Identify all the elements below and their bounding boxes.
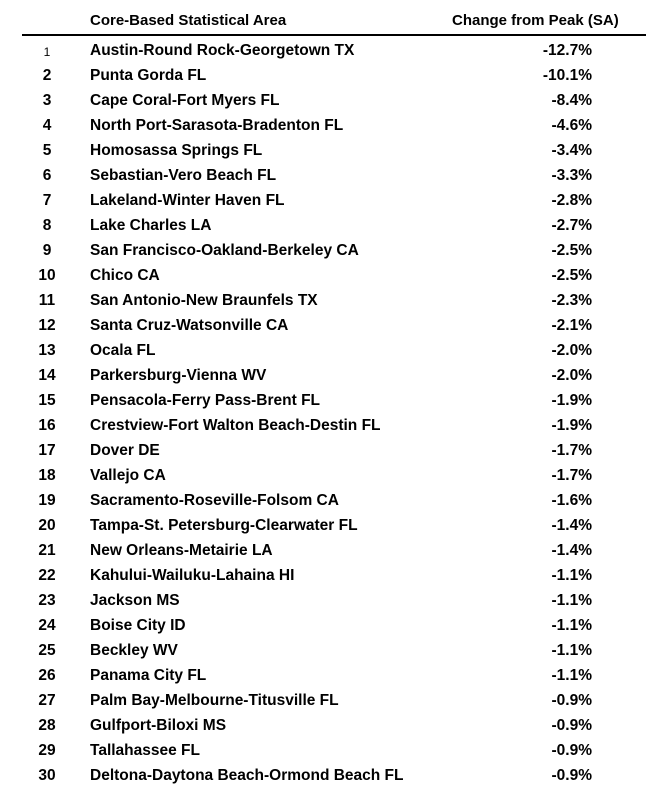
row-change: -1.4% <box>551 517 592 534</box>
table-row <box>22 513 646 538</box>
row-area: Cape Coral-Fort Myers FL <box>90 92 280 109</box>
table-row <box>22 538 646 563</box>
row-change: -2.8% <box>551 192 592 209</box>
row-area: Deltona-Daytona Beach-Ormond Beach FL <box>90 767 404 784</box>
row-change: -0.9% <box>551 767 592 784</box>
row-rank: 29 <box>38 742 56 759</box>
table-row <box>22 638 646 663</box>
row-rank: 19 <box>38 492 56 509</box>
row-area: Jackson MS <box>90 592 180 609</box>
row-area: Santa Cruz-Watsonville CA <box>90 317 289 334</box>
row-area: Homosassa Springs FL <box>90 142 263 159</box>
row-area: North Port-Sarasota-Bradenton FL <box>90 117 344 134</box>
row-area: Austin-Round Rock-Georgetown TX <box>90 42 355 59</box>
row-rank: 28 <box>38 717 56 734</box>
row-rank: 6 <box>42 167 52 184</box>
table-row <box>22 313 646 338</box>
table-header <box>22 8 646 36</box>
table-row <box>22 763 646 788</box>
row-change: -0.9% <box>551 692 592 709</box>
row-area: San Antonio-New Braunfels TX <box>90 292 318 309</box>
table-row <box>22 88 646 113</box>
row-change: -1.9% <box>551 417 592 434</box>
row-area: New Orleans-Metairie LA <box>90 542 273 559</box>
table-row <box>22 363 646 388</box>
row-area: Palm Bay-Melbourne-Titusville FL <box>90 692 339 709</box>
row-area: Boise City ID <box>90 617 186 634</box>
row-rank: 18 <box>38 467 56 484</box>
table-row <box>22 38 646 63</box>
table-row <box>22 738 646 763</box>
table-row <box>22 63 646 88</box>
row-area: San Francisco-Oakland-Berkeley CA <box>90 242 359 259</box>
row-change: -1.7% <box>551 442 592 459</box>
row-change: -12.7% <box>542 42 592 59</box>
row-change: -1.1% <box>551 617 592 634</box>
row-rank: 4 <box>42 117 52 134</box>
row-change: -1.1% <box>551 642 592 659</box>
row-rank: 15 <box>38 392 56 409</box>
header-area: Core-Based Statistical Area <box>90 12 287 29</box>
row-area: Gulfport-Biloxi MS <box>90 717 227 734</box>
row-rank: 11 <box>38 292 56 309</box>
table-row <box>22 338 646 363</box>
row-change: -8.4% <box>551 92 592 109</box>
table-row <box>22 413 646 438</box>
row-rank: 16 <box>38 417 56 434</box>
row-rank: 25 <box>38 642 56 659</box>
table-row <box>22 213 646 238</box>
row-rank: 9 <box>42 242 52 259</box>
row-rank: 5 <box>42 142 52 159</box>
table-row <box>22 463 646 488</box>
table-row <box>22 663 646 688</box>
table-row <box>22 163 646 188</box>
table-row <box>22 588 646 613</box>
row-rank: 7 <box>42 192 52 209</box>
table-row <box>22 288 646 313</box>
row-area: Beckley WV <box>90 642 178 659</box>
row-change: -0.9% <box>551 742 592 759</box>
table-row <box>22 388 646 413</box>
row-area: Pensacola-Ferry Pass-Brent FL <box>90 392 321 409</box>
row-area: Kahului-Wailuku-Lahaina HI <box>90 567 295 584</box>
row-rank: 20 <box>38 517 56 534</box>
row-rank: 13 <box>38 342 56 359</box>
row-change: -3.4% <box>551 142 592 159</box>
row-area: Lake Charles LA <box>90 217 212 234</box>
row-area: Lakeland-Winter Haven FL <box>90 192 285 209</box>
row-area: Vallejo CA <box>90 467 166 484</box>
row-area: Panama City FL <box>90 667 207 684</box>
row-area: Tallahassee FL <box>90 742 200 759</box>
row-change: -2.0% <box>551 342 592 359</box>
row-area: Parkersburg-Vienna WV <box>90 367 267 384</box>
row-change: -2.5% <box>551 242 592 259</box>
row-rank: 23 <box>38 592 56 609</box>
table-row <box>22 138 646 163</box>
row-area: Tampa-St. Petersburg-Clearwater FL <box>90 517 358 534</box>
table-row <box>22 488 646 513</box>
row-area: Chico CA <box>90 267 160 284</box>
row-change: -2.3% <box>551 292 592 309</box>
table-row <box>22 113 646 138</box>
row-change: -2.5% <box>551 267 592 284</box>
row-rank: 17 <box>38 442 56 459</box>
table-row <box>22 263 646 288</box>
row-rank: 2 <box>42 67 52 84</box>
row-change: -4.6% <box>551 117 592 134</box>
table-row <box>22 713 646 738</box>
row-rank: 24 <box>38 617 56 634</box>
row-rank: 30 <box>38 767 56 784</box>
row-rank: 22 <box>38 567 56 584</box>
row-area: Dover DE <box>90 442 160 459</box>
row-rank: 14 <box>38 367 56 384</box>
table-body <box>22 38 646 788</box>
table-row <box>22 188 646 213</box>
row-rank: 10 <box>38 267 56 284</box>
row-change: -3.3% <box>551 167 592 184</box>
row-change: -0.9% <box>551 717 592 734</box>
table-row <box>22 688 646 713</box>
row-rank: 21 <box>38 542 56 559</box>
row-change: -2.0% <box>551 367 592 384</box>
row-rank: 12 <box>38 317 56 334</box>
row-change: -1.7% <box>551 467 592 484</box>
row-change: -1.4% <box>551 542 592 559</box>
row-change: -1.6% <box>551 492 592 509</box>
row-area: Sebastian-Vero Beach FL <box>90 167 277 184</box>
header-change: Change from Peak (SA) <box>452 12 619 29</box>
row-change: -1.9% <box>551 392 592 409</box>
row-rank: 3 <box>42 92 52 109</box>
row-change: -10.1% <box>542 67 592 84</box>
row-change: -1.1% <box>551 592 592 609</box>
table-row <box>22 438 646 463</box>
row-change: -2.1% <box>551 317 592 334</box>
row-rank: 26 <box>38 667 56 684</box>
row-area: Ocala FL <box>90 342 156 359</box>
row-area: Crestview-Fort Walton Beach-Destin FL <box>90 417 381 434</box>
row-rank: 1 <box>43 45 51 59</box>
table-row <box>22 563 646 588</box>
row-area: Sacramento-Roseville-Folsom CA <box>90 492 339 509</box>
row-change: -2.7% <box>551 217 592 234</box>
row-rank: 8 <box>42 217 52 234</box>
row-rank: 27 <box>38 692 56 709</box>
row-change: -1.1% <box>551 667 592 684</box>
row-change: -1.1% <box>551 567 592 584</box>
row-area: Punta Gorda FL <box>90 67 207 84</box>
rankings-table <box>22 8 646 788</box>
table-row <box>22 613 646 638</box>
table-row <box>22 238 646 263</box>
